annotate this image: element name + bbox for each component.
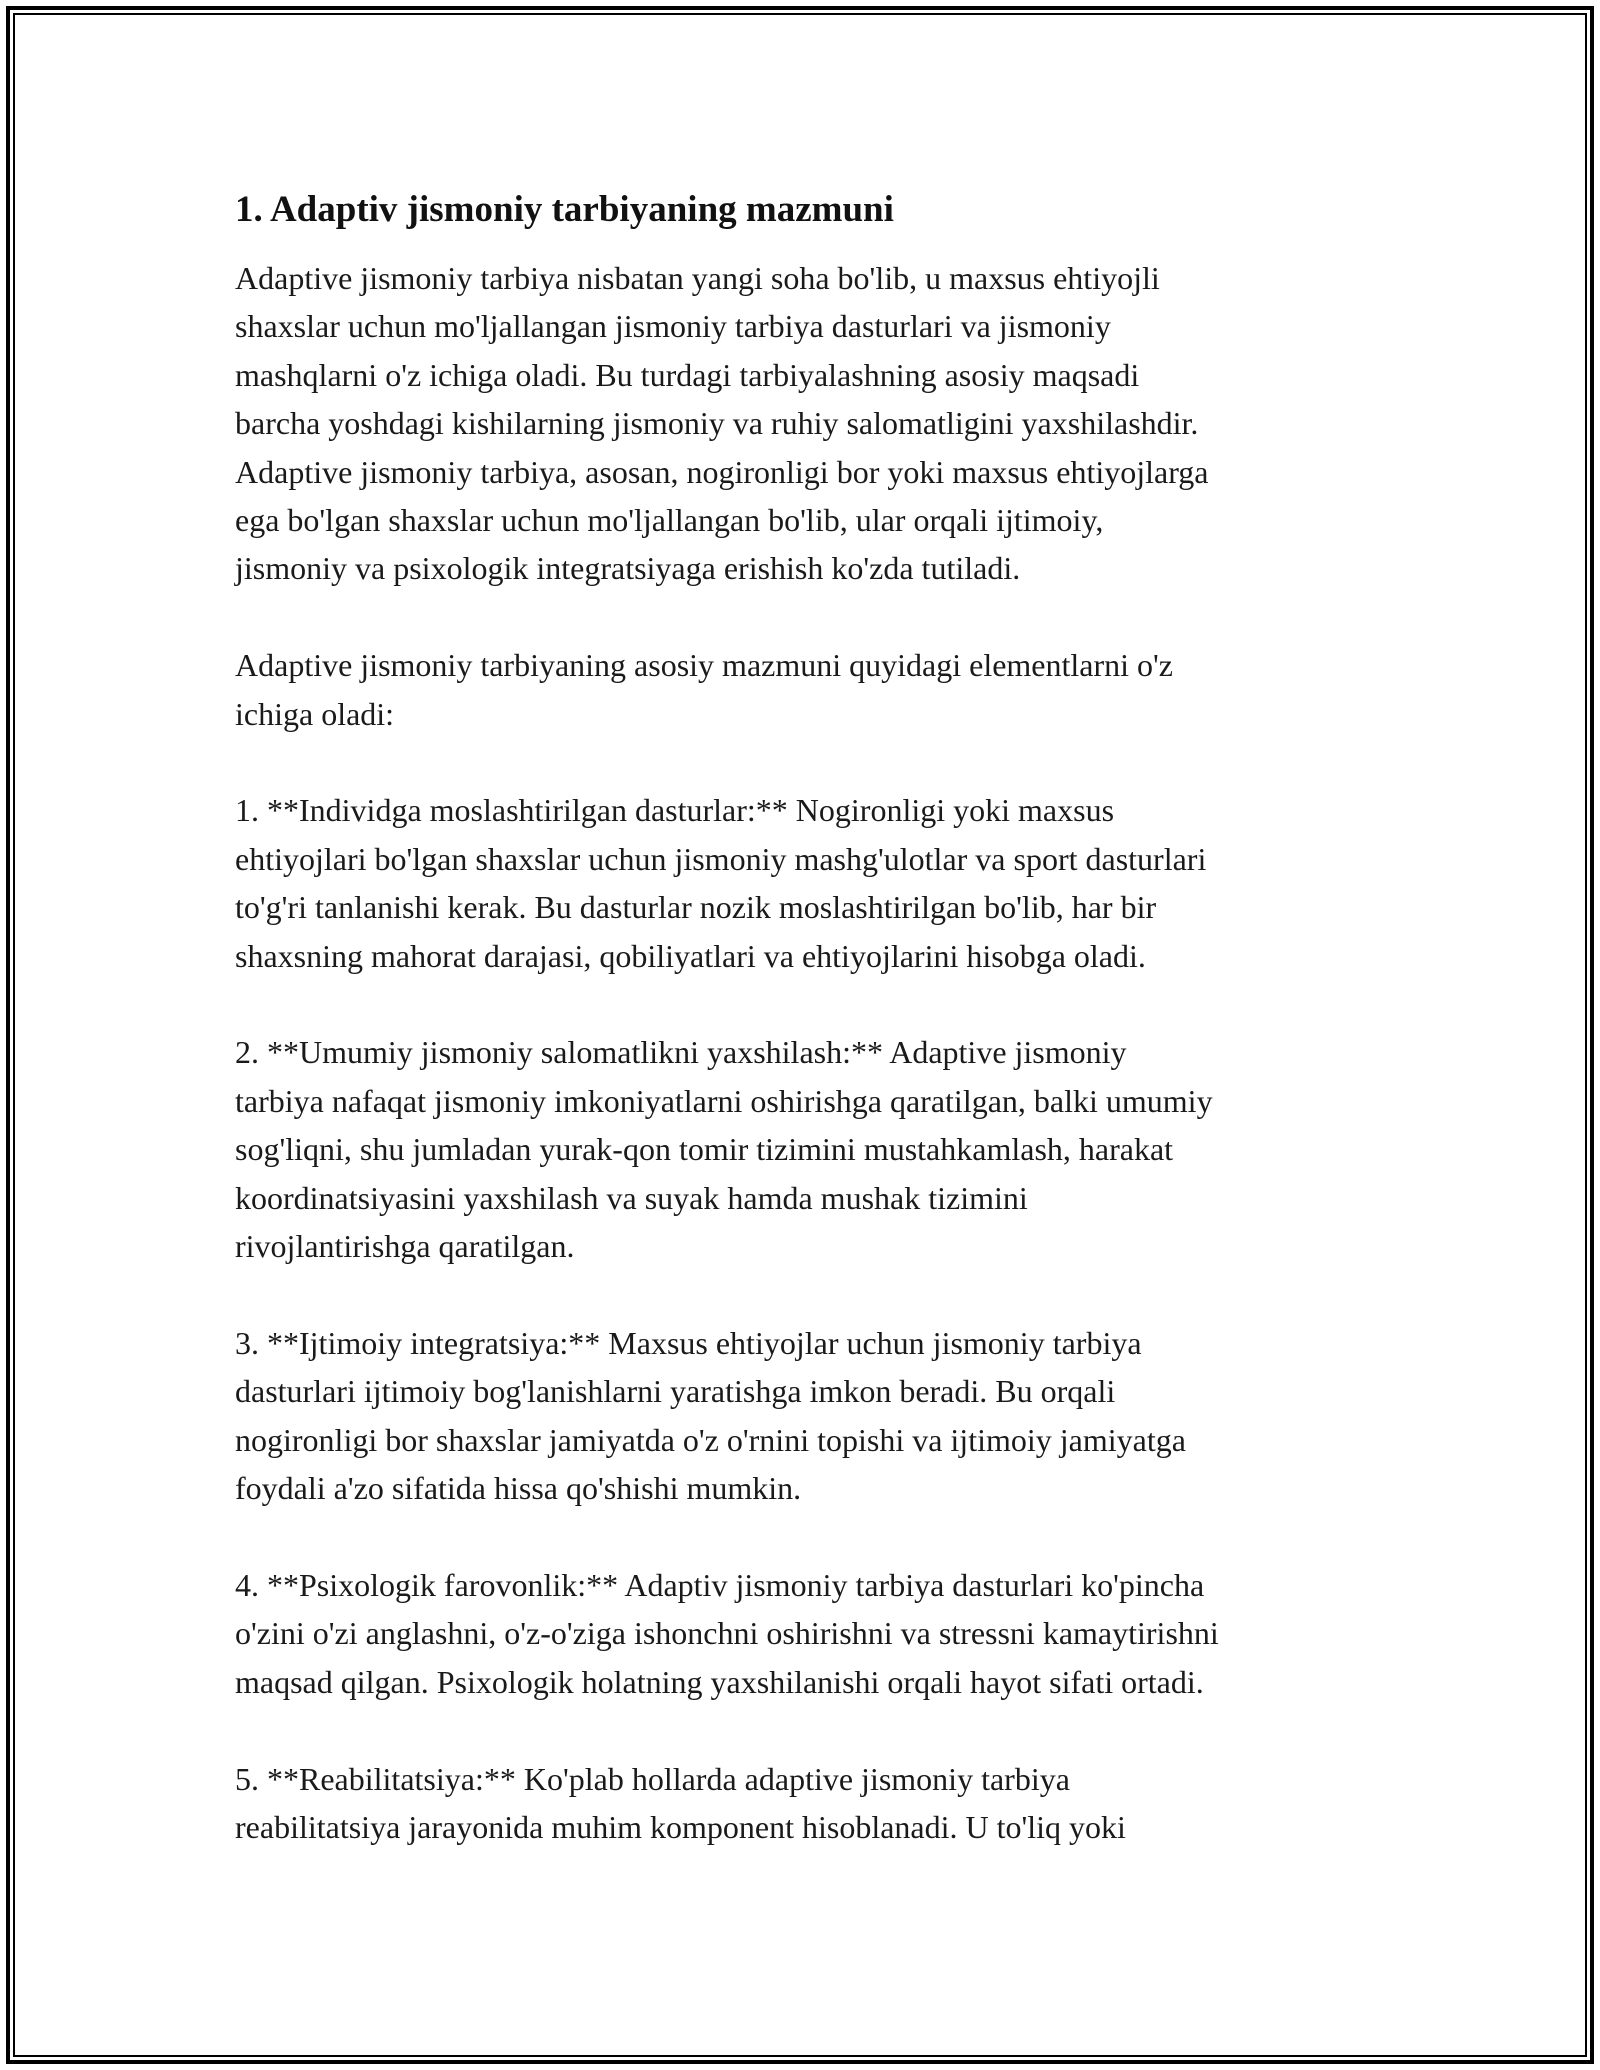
paragraph-line: tarbiya nafaqat jismoniy imkoniyatlarni oshirishga qaratilgan, balki umumiy <box>235 1082 1213 1119</box>
paragraph-line: maqsad qilgan. Psixologik holatning yaxshilanishi orqali hayot sifati ortadi. <box>235 1663 1204 1700</box>
paragraph-line: 1. **Individga moslashtirilgan dasturlar:** Nogironligi yoki maxsus <box>235 792 1115 829</box>
section-heading: 1. Adaptiv jismoniy tarbiyaning mazmuni <box>235 189 894 230</box>
paragraph-line: jismoniy va psixologik integratsiyaga erishish ko'zda tutiladi. <box>235 550 1021 587</box>
paragraph-line: rivojlantirishga qaratilgan. <box>235 1228 575 1265</box>
paragraph-line: 2. **Umumiy jismoniy salomatlikni yaxshilash:** Adaptive jismoniy <box>235 1034 1127 1071</box>
paragraph-line: to'g'ri tanlanishi kerak. Bu dasturlar nozik moslashtirilgan bo'lib, har bir <box>235 889 1157 926</box>
paragraph-line: o'zini o'zi anglashni, o'z-o'ziga ishonchni oshirishni va stressni kamaytirishni <box>235 1615 1219 1652</box>
paragraph-line: ega bo'lgan shaxslar uchun mo'ljallangan bo'lib, ular orqali ijtimoiy, <box>235 502 1104 539</box>
paragraph <box>235 786 1405 980</box>
paragraph-line: foydali a'zo sifatida hissa qo'shishi mumkin. <box>235 1470 802 1507</box>
paragraph-line: koordinatsiyasini yaxshilash va suyak hamda mushak tizimini <box>235 1179 1028 1216</box>
paragraph <box>235 254 1405 593</box>
paragraph-line: ichiga oladi: <box>235 695 395 732</box>
paragraph-line: reabilitatsiya jarayonida muhim komponent hisoblanadi. U to'liq yoki <box>235 1808 1126 1845</box>
paragraph <box>235 641 1405 738</box>
paragraph <box>235 1755 1405 1852</box>
paragraph <box>235 1561 1405 1706</box>
paragraph-line: ehtiyojlari bo'lgan shaxslar uchun jismoniy mashg'ulotlar va sport dasturlari <box>235 840 1207 877</box>
paragraph-line: sog'liqni, shu jumladan yurak-qon tomir tizimini mustahkamlash, harakat <box>235 1131 1174 1168</box>
paragraph <box>235 1319 1405 1513</box>
paragraph-line: mashqlarni o'z ichiga oladi. Bu turdagi tarbiyalashning asosiy maqsadi <box>235 356 1140 393</box>
paragraph-line: 5. **Reabilitatsiya:** Ko'plab hollarda adaptive jismoniy tarbiya <box>235 1760 1070 1797</box>
paragraph-line: Adaptive jismoniy tarbiya nisbatan yangi soha bo'lib, u maxsus ehtiyojli <box>235 260 1160 296</box>
paragraph-line: Adaptive jismoniy tarbiya, asosan, nogironligi bor yoki maxsus ehtiyojlarga <box>235 453 1209 490</box>
paragraph-line: shaxslar uchun mo'ljallangan jismoniy tarbiya dasturlari va jismoniy <box>235 308 1111 345</box>
paragraph-line: 4. **Psixologik farovonlik:** Adaptiv jismoniy tarbiya dasturlari ko'pincha <box>235 1566 1205 1603</box>
document-body <box>235 186 1405 1900</box>
paragraph-line: barcha yoshdagi kishilarning jismoniy va ruhiy salomatligini yaxshilashdir. <box>235 405 1199 442</box>
paragraph-line: 3. **Ijtimoiy integratsiya:** Maxsus ehtiyojlar uchun jismoniy tarbiya <box>235 1324 1142 1361</box>
paragraph <box>235 1028 1405 1270</box>
paragraph-line: shaxsning mahorat darajasi, qobiliyatlari va ehtiyojlarini hisobga oladi. <box>235 937 1146 974</box>
paragraph-line: Adaptive jismoniy tarbiyaning asosiy mazmuni quyidagi elementlarni o'z <box>235 647 1173 684</box>
paragraph-line: nogironligi bor shaxslar jamiyatda o'z o'rnini topishi va ijtimoiy jamiyatga <box>235 1421 1186 1458</box>
paragraph-line: dasturlari ijtimoiy bog'lanishlarni yaratishga imkon beradi. Bu orqali <box>235 1373 1116 1410</box>
paragraph-list <box>235 254 1405 1851</box>
